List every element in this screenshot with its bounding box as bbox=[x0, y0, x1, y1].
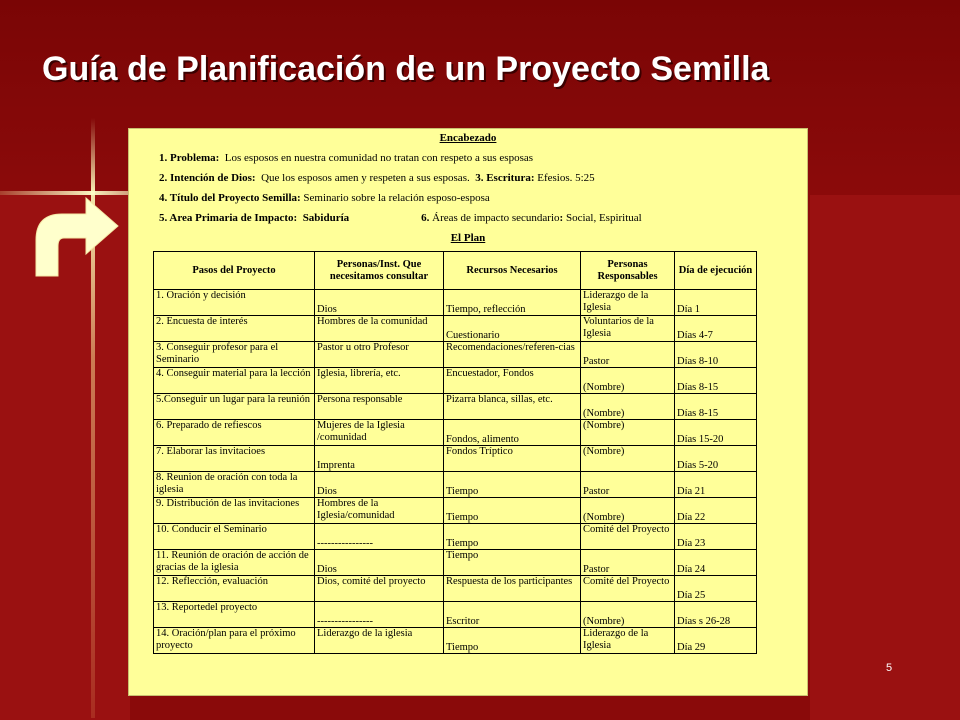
table-header-row bbox=[154, 252, 757, 290]
day-cell: Día 22 bbox=[675, 498, 757, 524]
table-row bbox=[154, 524, 757, 550]
table-row bbox=[154, 290, 757, 316]
table-row bbox=[154, 602, 757, 628]
step-cell: 13. Reportedel proyecto bbox=[154, 602, 315, 628]
page-number: 5 bbox=[886, 662, 893, 674]
responsible-cell: Pastor bbox=[581, 472, 675, 498]
consult-cell: Iglesia, librería, etc. bbox=[315, 368, 444, 394]
step-cell: 1. Oración y decisión bbox=[154, 290, 315, 316]
column-header: Personas/Inst. Que necesitamos consultar bbox=[315, 252, 444, 290]
day-cell: Días 15-20 bbox=[675, 420, 757, 446]
table-row bbox=[154, 472, 757, 498]
resources-cell: Recomendaciones/referen-cias bbox=[444, 342, 581, 368]
header-section-title: Encabezado bbox=[439, 132, 497, 144]
day-cell: Día 25 bbox=[675, 576, 757, 602]
step-cell: 9. Distribución de las invitaciones bbox=[154, 498, 315, 524]
consult-cell: ---------------- bbox=[315, 602, 444, 628]
day-cell: Día 1 bbox=[675, 290, 757, 316]
responsible-cell: (Nombre) bbox=[581, 368, 675, 394]
planning-document bbox=[128, 128, 808, 696]
day-cell: Días 5-20 bbox=[675, 446, 757, 472]
resources-cell: Tiempo bbox=[444, 524, 581, 550]
consult-cell: Dios bbox=[315, 550, 444, 576]
step-cell-text: 12. Reflección, evaluación bbox=[156, 576, 268, 587]
table-row bbox=[154, 576, 757, 602]
plan-table bbox=[153, 251, 757, 654]
table-row bbox=[154, 342, 757, 368]
resources-cell: Fondos Tríptico bbox=[444, 446, 581, 472]
resources-cell: Tiempo bbox=[444, 472, 581, 498]
plan-section-title: El Plan bbox=[450, 232, 486, 244]
table-row bbox=[154, 420, 757, 446]
problem-line: 1. Problema: Los esposos en nuestra comunidad no tratan con respeto a sus esposas bbox=[159, 152, 534, 164]
resources-cell: Fondos, alimento bbox=[444, 420, 581, 446]
table-row bbox=[154, 446, 757, 472]
responsible-cell: Pastor bbox=[581, 342, 675, 368]
consult-cell: Mujeres de la Iglesia /comunidad bbox=[315, 420, 444, 446]
resources-cell: Tiempo bbox=[444, 550, 581, 576]
day-cell: Días s 26-28 bbox=[675, 602, 757, 628]
project-title-line: 4. Título del Proyecto Semilla: Seminario sobre la relación esposo-esposa bbox=[159, 192, 490, 204]
resources-cell: Tiempo bbox=[444, 628, 581, 654]
day-cell: Días 4-7 bbox=[675, 316, 757, 342]
column-header: Pasos del Proyecto bbox=[154, 252, 315, 290]
step-cell bbox=[154, 576, 315, 602]
responsible-cell: Liderazgo de la Iglesia bbox=[581, 290, 675, 316]
step-cell: 3. Conseguir profesor para el Seminario bbox=[154, 342, 315, 368]
table-row bbox=[154, 394, 757, 420]
resources-cell: Tiempo, reflección bbox=[444, 290, 581, 316]
responsible-cell: (Nombre) bbox=[581, 394, 675, 420]
consult-cell: Liderazgo de la iglesia bbox=[315, 628, 444, 654]
resources-cell: Respuesta de los participantes bbox=[444, 576, 581, 602]
consult-cell: Pastor u otro Profesor bbox=[315, 342, 444, 368]
day-cell: Día 29 bbox=[675, 628, 757, 654]
column-header: Día de ejecución bbox=[675, 252, 757, 290]
day-cell: Días 8-10 bbox=[675, 342, 757, 368]
responsible-cell: Liderazgo de la Iglesia bbox=[581, 628, 675, 654]
step-cell: 5.Conseguir un lugar para la reunión bbox=[154, 394, 315, 420]
consult-cell: ---------------- bbox=[315, 524, 444, 550]
resources-cell: Escritor bbox=[444, 602, 581, 628]
right-band bbox=[810, 195, 960, 720]
consult-cell: Dios bbox=[315, 290, 444, 316]
day-cell: Días 8-15 bbox=[675, 394, 757, 420]
step-cell: 8. Reunion de oración con toda la iglesia bbox=[154, 472, 315, 498]
impact-area-line: 5. Area Primaria de Impacto: Sabiduría 6. Áreas de impacto secundario: Social, Espiritual bbox=[159, 212, 642, 224]
resources-cell: Cuestionario bbox=[444, 316, 581, 342]
table-row bbox=[154, 550, 757, 576]
step-cell: 14. Oración/plan para el próximo proyecto bbox=[154, 628, 315, 654]
responsible-cell: (Nombre) bbox=[581, 420, 675, 446]
responsible-cell: Comité del Proyecto bbox=[581, 524, 675, 550]
responsible-cell: Pastor bbox=[581, 550, 675, 576]
consult-cell: Imprenta bbox=[315, 446, 444, 472]
slide-title: Guía de Planificación de un Proyecto Semilla bbox=[42, 50, 770, 88]
resources-cell: Encuestador, Fondos bbox=[444, 368, 581, 394]
resources-cell: Tiempo bbox=[444, 498, 581, 524]
step-cell: 11. Reunión de oración de acción de gracias de la iglesia bbox=[154, 550, 315, 576]
day-cell: Día 23 bbox=[675, 524, 757, 550]
responsible-cell: (Nombre) bbox=[581, 498, 675, 524]
step-cell: 10. Conducir el Seminario bbox=[154, 524, 315, 550]
column-header: Recursos Necesarios bbox=[444, 252, 581, 290]
responsible-cell: Voluntarios de la Iglesia bbox=[581, 316, 675, 342]
resources-cell: Pizarra blanca, sillas, etc. bbox=[444, 394, 581, 420]
day-cell: Días 8-15 bbox=[675, 368, 757, 394]
consult-cell: Hombres de la comunidad bbox=[315, 316, 444, 342]
responsible-cell: (Nombre) bbox=[581, 602, 675, 628]
consult-cell: Dios, comité del proyecto bbox=[315, 576, 444, 602]
step-cell: 2. Encuesta de interés bbox=[154, 316, 315, 342]
step-cell: 4. Conseguir material para la lección bbox=[154, 368, 315, 394]
responsible-cell: Comité del Proyecto bbox=[581, 576, 675, 602]
step-cell: 7. Elaborar las invitacioes bbox=[154, 446, 315, 472]
consult-cell: Hombres de la Iglesia/comunidad bbox=[315, 498, 444, 524]
table-row bbox=[154, 368, 757, 394]
god-intention-line: 2. Intención de Dios: Que los esposos amen y respeten a sus esposas. 3. Escritura: Efesios. 5:25 bbox=[159, 172, 595, 184]
consult-cell: Dios bbox=[315, 472, 444, 498]
column-header: Personas Responsables bbox=[581, 252, 675, 290]
table-row bbox=[154, 316, 757, 342]
day-cell: Día 24 bbox=[675, 550, 757, 576]
curved-arrow-icon bbox=[30, 192, 122, 278]
responsible-cell: (Nombre) bbox=[581, 446, 675, 472]
table-row bbox=[154, 498, 757, 524]
table-row bbox=[154, 628, 757, 654]
consult-cell: Persona responsable bbox=[315, 394, 444, 420]
day-cell: Día 21 bbox=[675, 472, 757, 498]
step-cell: 6. Preparado de refiescos bbox=[154, 420, 315, 446]
